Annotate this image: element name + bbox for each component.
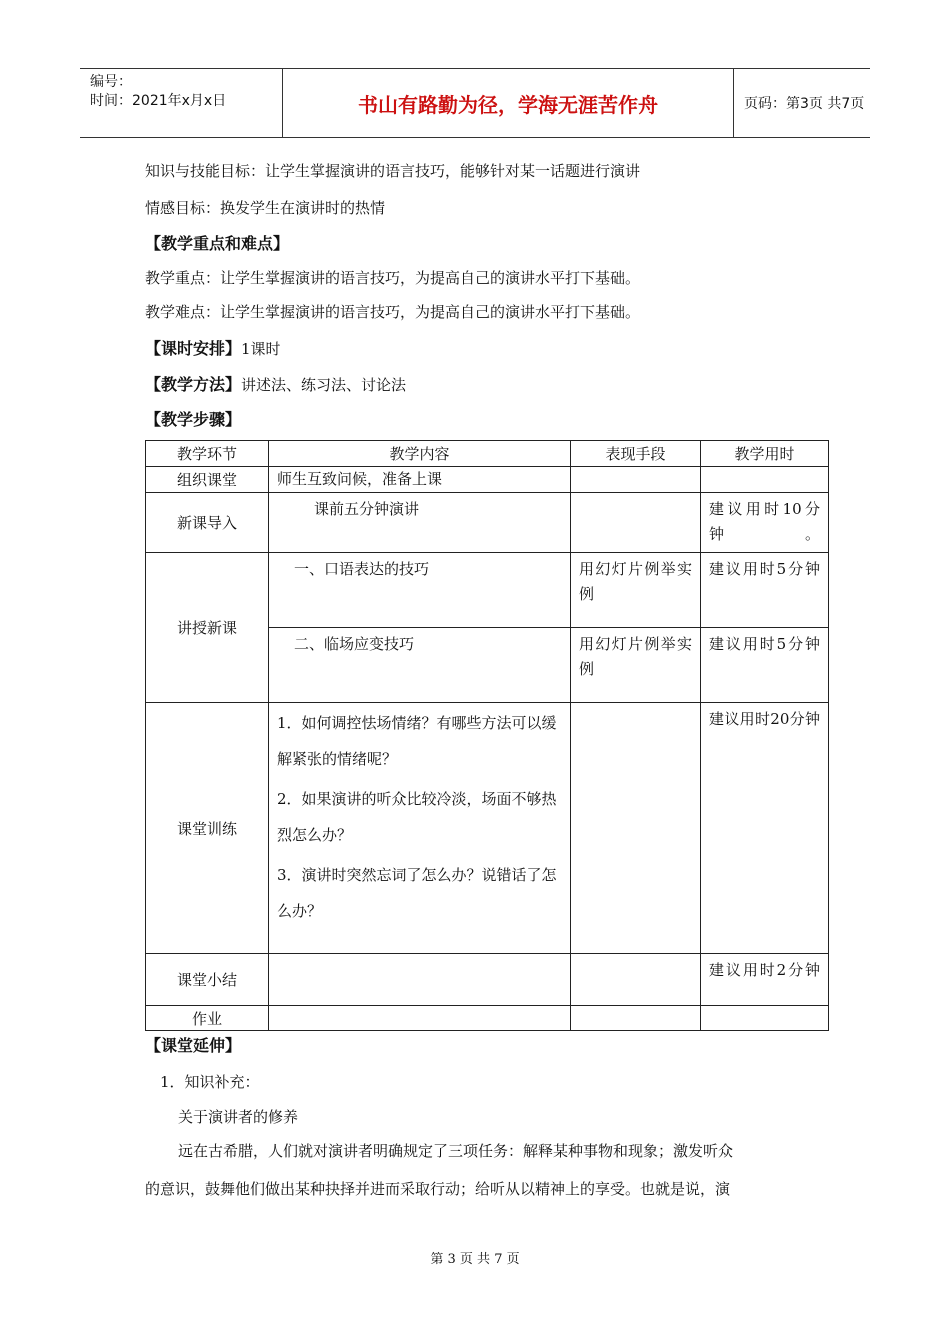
content-text: 课前五分钟演讲 <box>314 500 420 518</box>
question-3: 3．演讲时突然忘词了怎么办？说错话了怎么办？ <box>277 866 557 920</box>
header-motto: 书山有路勤为径，学海无涯苦作舟 <box>282 69 734 137</box>
content-cell <box>269 493 571 553</box>
serial-label: 编号： <box>90 74 132 90</box>
time-text: 建议用时20分钟 <box>709 710 820 728</box>
time-text: 建议用时10分钟。 <box>709 500 820 543</box>
table-row <box>146 553 829 628</box>
table-header-row <box>146 441 829 467</box>
means-text: 用幻灯片例举实例 <box>579 560 692 603</box>
means-cell <box>571 553 701 628</box>
focus-difficulty: 教学难点：让学生掌握演讲的语言技巧，为提高自己的演讲水平打下基础。 <box>145 303 641 321</box>
column-header: 教学用时 <box>701 441 829 467</box>
extension-item-1: 1．知识补充： <box>160 1073 260 1091</box>
content-cell <box>269 703 571 954</box>
schedule-line <box>145 336 281 359</box>
document-header <box>80 68 870 138</box>
table-row <box>146 493 829 553</box>
table-row <box>146 1006 829 1031</box>
time-cell <box>701 703 829 954</box>
goal-emotion: 情感目标：换发学生在演讲时的热情 <box>145 199 386 217</box>
content-cell <box>269 1006 571 1031</box>
steps-heading: 【教学步骤】 <box>145 410 242 429</box>
date-line: 时间：2021年x月x日 <box>90 93 227 109</box>
table-row <box>146 703 829 954</box>
steps-table <box>145 440 829 1031</box>
question-2: 2．如果演讲的听众比较冷淡，场面不够热烈怎么办？ <box>277 790 557 844</box>
time-cell <box>701 628 829 703</box>
content-text: 二、临场应变技巧 <box>294 635 415 653</box>
focus-heading: 【教学重点和难点】 <box>145 234 290 253</box>
content-cell <box>269 553 571 628</box>
time-text: 建议用时5分钟 <box>709 560 820 578</box>
content-cell <box>269 954 571 1006</box>
time-text: 建议用时2分钟 <box>709 961 820 979</box>
time-cell <box>701 467 829 493</box>
means-cell <box>571 493 701 553</box>
column-header: 教学环节 <box>146 441 269 467</box>
means-cell <box>571 1006 701 1031</box>
column-header: 表现手段 <box>571 441 701 467</box>
stage-cell: 讲授新课 <box>146 553 269 703</box>
means-text: 用幻灯片例举实例 <box>579 635 692 678</box>
method-heading: 【教学方法】 <box>145 375 242 394</box>
stage-cell: 课堂小结 <box>146 954 269 1006</box>
method-line <box>145 372 406 395</box>
stage-cell: 作业 <box>146 1006 269 1031</box>
method-value: 讲述法、练习法、讨论法 <box>241 376 407 394</box>
schedule-heading: 【课时安排】 <box>145 339 242 358</box>
content-text: 一、口语表达的技巧 <box>294 560 430 578</box>
stage-cell: 课堂训练 <box>146 703 269 954</box>
extension-subtitle: 关于演讲者的修养 <box>178 1108 299 1126</box>
time-cell <box>701 553 829 628</box>
table-row <box>146 954 829 1006</box>
table-row <box>146 467 829 493</box>
stage-cell: 新课导入 <box>146 493 269 553</box>
extension-paragraph-line-1: 远在古希腊，人们就对演讲者明确规定了三项任务：解释某种事物和现象；激发听众 <box>178 1142 734 1160</box>
question-1: 1．如何调控怯场情绪？有哪些方法可以缓解紧张的情绪呢？ <box>277 714 557 768</box>
content-text: 师生互致问候，准备上课 <box>277 470 443 488</box>
time-text: 建议用时5分钟 <box>709 635 820 653</box>
content-cell <box>269 467 571 493</box>
goal-knowledge: 知识与技能目标：让学生掌握演讲的语言技巧，能够针对某一话题进行演讲 <box>145 162 641 180</box>
column-header: 教学内容 <box>269 441 571 467</box>
header-page-info: 页码：第3页 共7页 <box>744 96 865 112</box>
stage-cell: 组织课堂 <box>146 467 269 493</box>
time-cell <box>701 493 829 553</box>
means-cell <box>571 703 701 954</box>
content-cell <box>269 628 571 703</box>
time-cell <box>701 954 829 1006</box>
time-cell <box>701 1006 829 1031</box>
page-footer: 第 3 页 共 7 页 <box>430 1252 520 1267</box>
means-cell <box>571 628 701 703</box>
means-cell <box>571 467 701 493</box>
extension-paragraph-line-2: 的意识，鼓舞他们做出某种抉择并进而采取行动；给听从以精神上的享受。也就是说，演 <box>145 1180 731 1198</box>
extension-heading: 【课堂延伸】 <box>145 1036 242 1055</box>
focus-key: 教学重点：让学生掌握演讲的语言技巧，为提高自己的演讲水平打下基础。 <box>145 269 641 287</box>
schedule-value: 1课时 <box>241 340 281 358</box>
means-cell <box>571 954 701 1006</box>
header-meta <box>80 69 282 137</box>
